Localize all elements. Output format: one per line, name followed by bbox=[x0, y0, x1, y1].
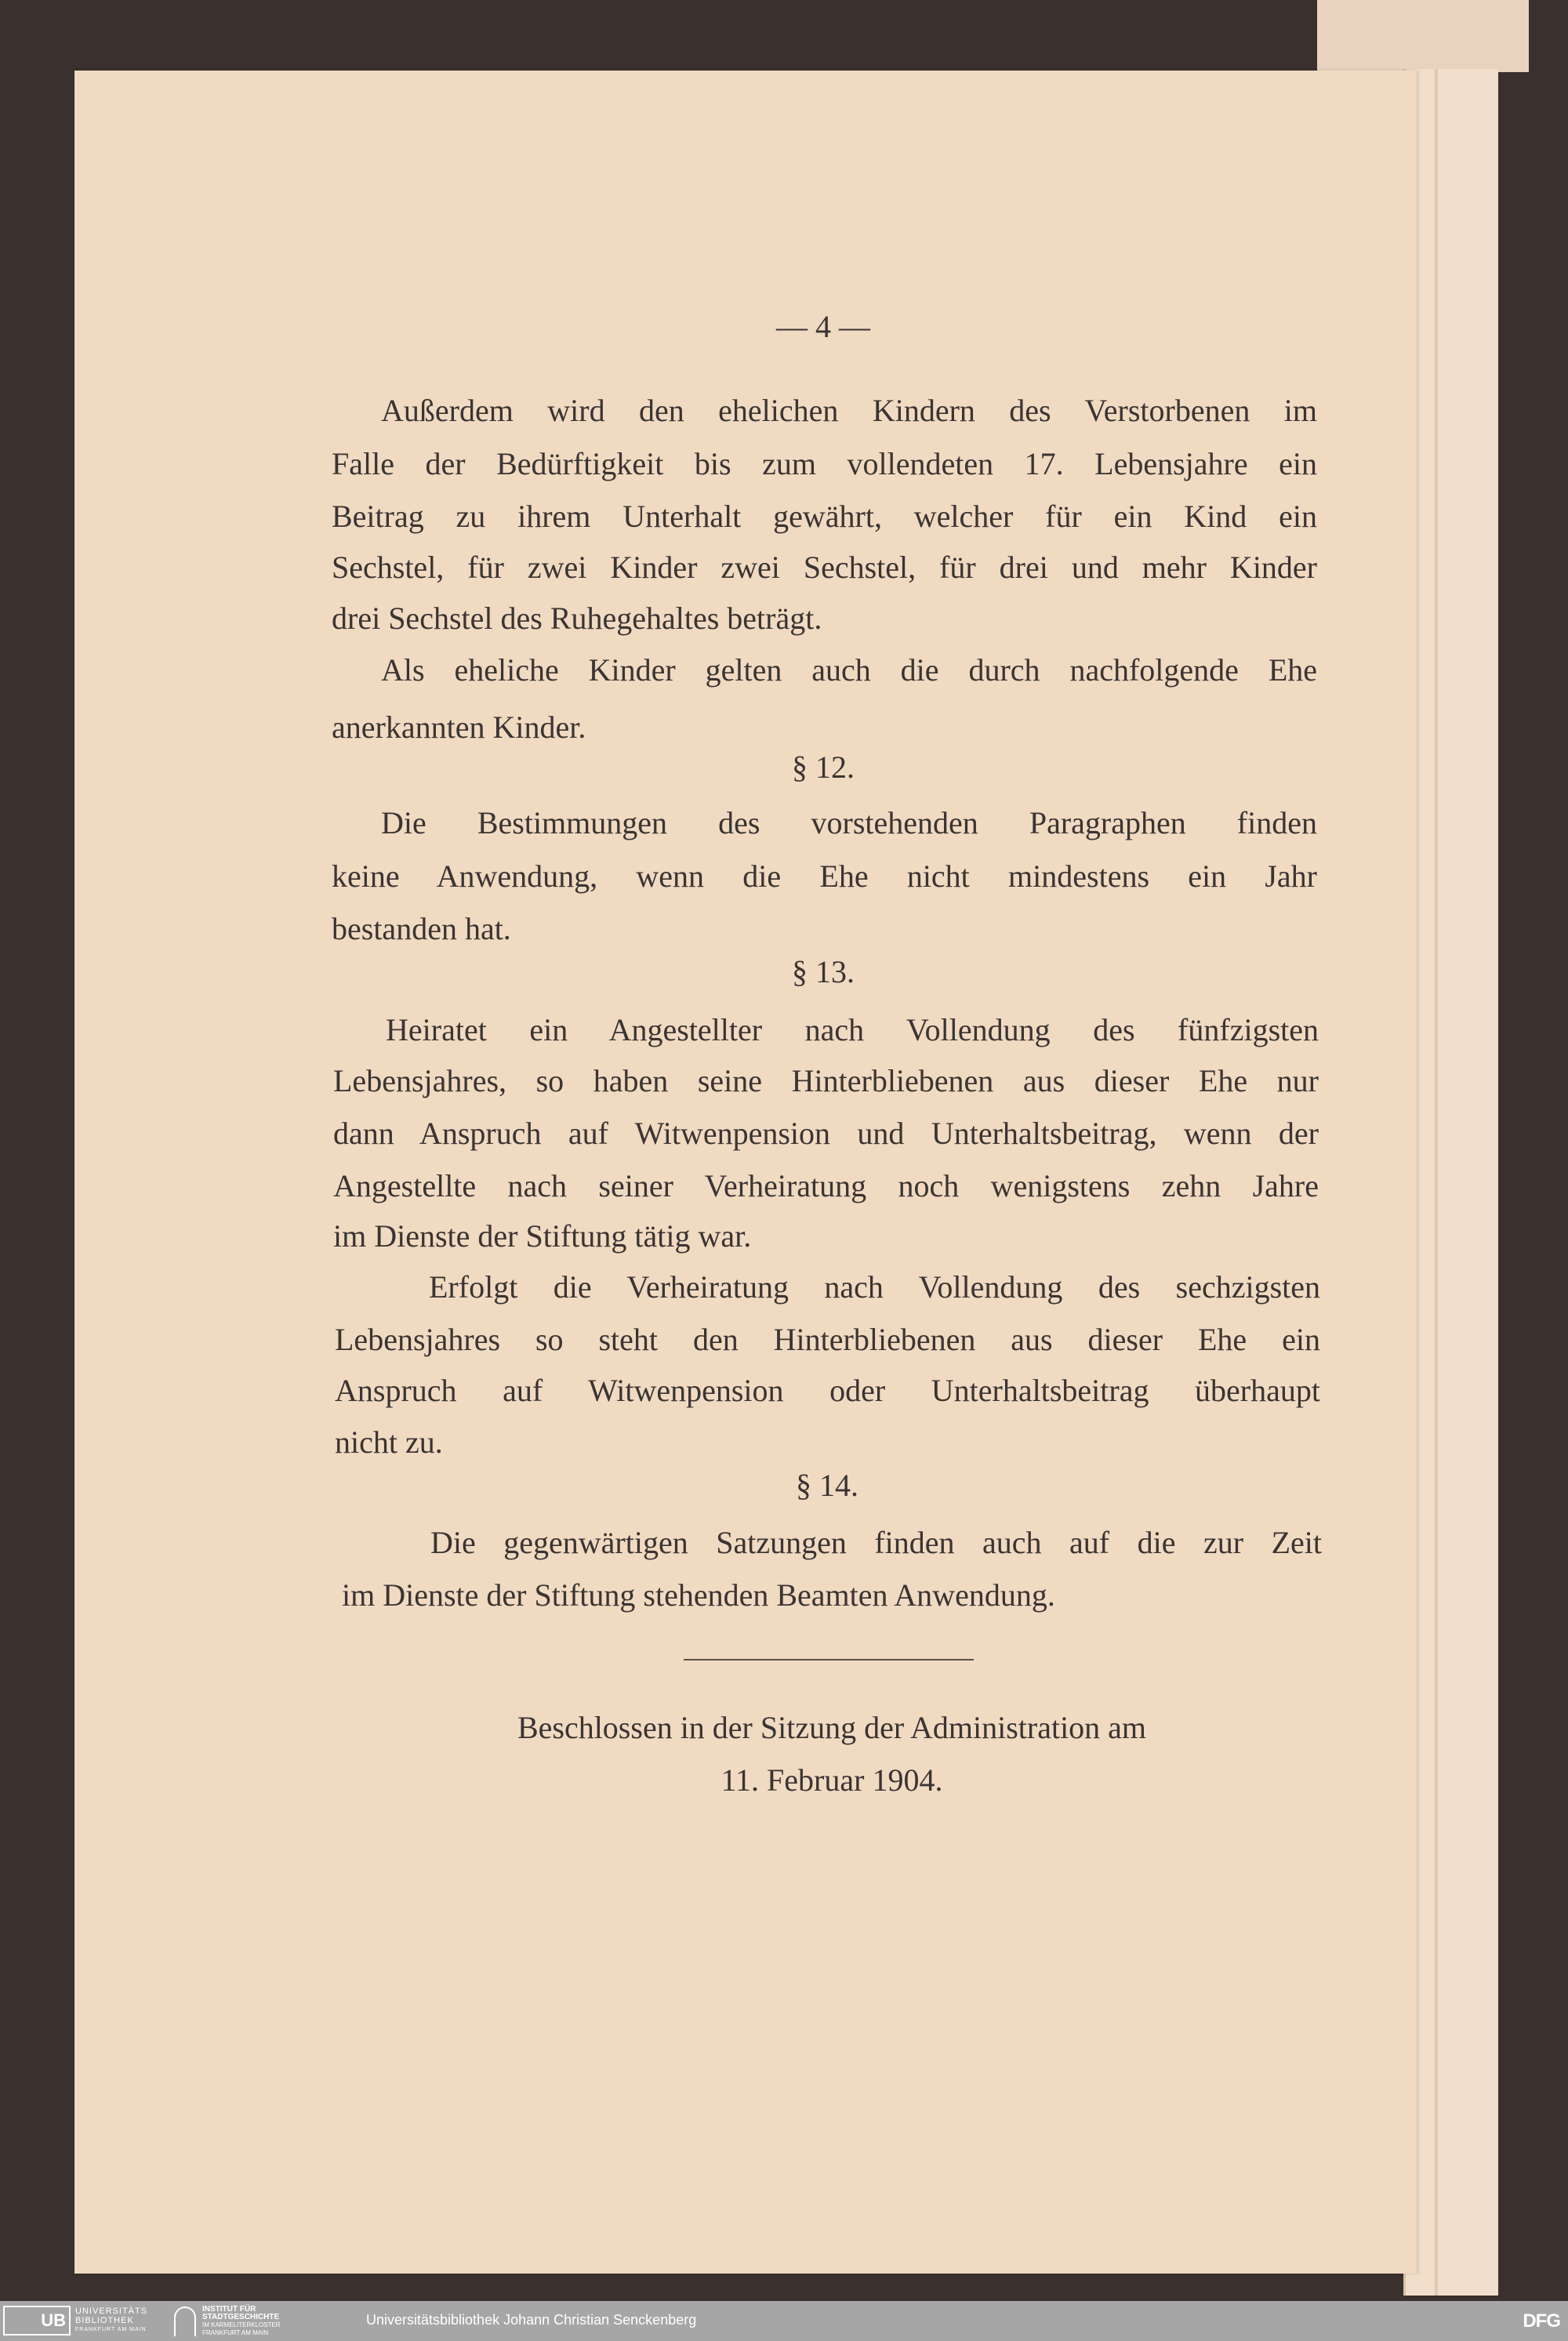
divider-rule bbox=[684, 1659, 974, 1660]
text-line: Die Bestimmungen des vorstehenden Paragraphen finden bbox=[381, 805, 1317, 840]
closing-line: Beschlossen in der Sitzung der Administration am bbox=[517, 1710, 1147, 1745]
text-line: Heiratet ein Angestellter nach Vollendung des fünfzigsten bbox=[386, 1012, 1319, 1047]
text-line: Beitrag zu ihrem Unterhalt gewährt, welcher für ein Kind ein bbox=[332, 499, 1317, 534]
ub-logo-text: FRANKFURT AM MAIN bbox=[75, 2327, 147, 2332]
text-line: Lebensjahres, so haben seine Hinterbliebenen aus dieser Ehe nur bbox=[333, 1063, 1319, 1098]
text-line: dann Anspruch auf Witwenpension und Unterhaltsbeitrag, wenn der bbox=[333, 1116, 1319, 1151]
page-number: — 4 — bbox=[776, 309, 870, 344]
text-line: Anspruch auf Witwenpension oder Unterhaltsbeitrag überhaupt bbox=[335, 1373, 1320, 1408]
text-line: Angestellte nach seiner Verheiratung noch wenigstens zehn Jahre bbox=[333, 1168, 1319, 1203]
isg-logo-text: FRANKFURT AM MAIN bbox=[202, 2329, 269, 2336]
page-edge bbox=[1435, 69, 1438, 2296]
ub-logo[interactable] bbox=[3, 2306, 147, 2336]
ub-logo-text: BIBLIOTHEK bbox=[75, 2316, 134, 2325]
text-line: im Dienste der Stiftung tätig war. bbox=[333, 1218, 752, 1254]
text-line: Sechstel, für zwei Kinder zwei Sechstel, für drei und mehr Kinder bbox=[332, 550, 1317, 585]
text-line: Erfolgt die Verheiratung nach Vollendung des sechzigsten bbox=[429, 1269, 1320, 1305]
adjacent-page-top bbox=[1317, 0, 1529, 72]
text-line: Die gegenwärtigen Satzungen finden auch auf die zur Zeit bbox=[430, 1525, 1322, 1560]
text-line: Falle der Bedürftigkeit bis zum vollendeten 17. Lebensjahre ein bbox=[332, 446, 1317, 481]
library-name: Universitätsbibliothek Johann Christian Senckenberg bbox=[366, 2312, 697, 2328]
text-line: nicht zu. bbox=[335, 1425, 443, 1460]
ub-logo-text: UNIVERSITÄTS bbox=[75, 2307, 148, 2316]
closing-date: 11. Februar 1904. bbox=[720, 1762, 943, 1798]
text-line: Außerdem wird den ehelichen Kindern des Verstorbenen im bbox=[381, 393, 1317, 428]
adjacent-page bbox=[1403, 69, 1498, 2296]
text-line: Als eheliche Kinder gelten auch die durch nachfolgende Ehe bbox=[381, 652, 1317, 688]
text-line: anerkannten Kinder. bbox=[332, 710, 586, 745]
dfg-logo[interactable]: DFG bbox=[1523, 2310, 1560, 2332]
section-heading: § 14. bbox=[796, 1468, 858, 1503]
isg-logo[interactable] bbox=[174, 2306, 281, 2337]
text-line: keine Anwendung, wenn die Ehe nicht mindestens ein Jahr bbox=[332, 858, 1317, 894]
section-heading: § 13. bbox=[792, 954, 855, 989]
isg-logo-text: IM KARMELITERKLOSTER bbox=[202, 2321, 281, 2328]
text-line: drei Sechstel des Ruhegehaltes beträgt. bbox=[332, 601, 822, 636]
ub-logo-mark: UB bbox=[3, 2306, 71, 2336]
isg-logo-text: STADTGESCHICHTE bbox=[202, 2313, 280, 2321]
text-line: bestanden hat. bbox=[332, 911, 511, 946]
section-heading: § 12. bbox=[792, 749, 855, 785]
isg-logo-text: INSTITUT FÜR bbox=[202, 2305, 256, 2314]
text-line: im Dienste der Stiftung stehenden Beamten Anwendung. bbox=[342, 1577, 1055, 1613]
footer-bar bbox=[0, 2301, 1568, 2341]
text-line: Lebensjahres so steht den Hinterbliebenen aus dieser Ehe ein bbox=[335, 1322, 1320, 1357]
isg-arch-icon bbox=[174, 2307, 196, 2336]
